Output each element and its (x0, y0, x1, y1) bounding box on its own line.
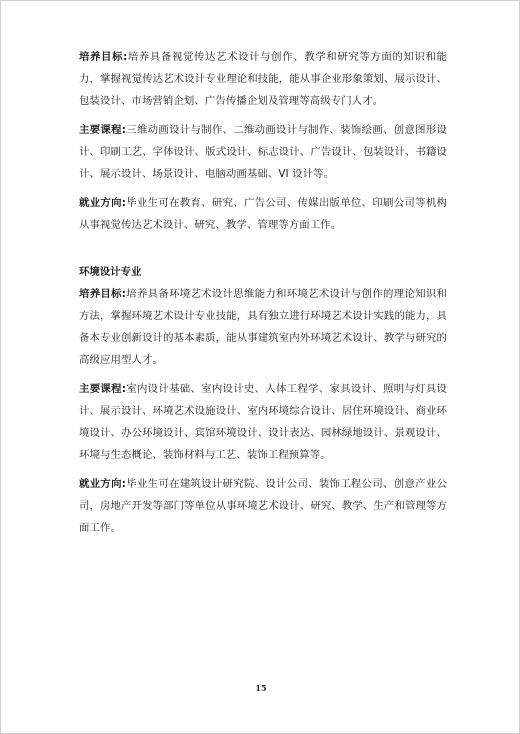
goal-label: 培养目标: (79, 288, 127, 300)
career-text: 毕业生可在教育、研究、广告公司、传媒出版单位、印刷公司等机构从事视觉传达艺术设计、研究、教学、管理等方面工作。 (79, 197, 448, 231)
courses-paragraph-visual (79, 119, 447, 185)
courses-text: 三维动画设计与制作、二维动画设计与制作、装饰绘画、创意图形设计、印刷工艺、字体设计、版式设计、标志设计、广告设计、包装设计、书籍设计、展示设计、场景设计、电脑动画基础、VI 设计等。 (79, 124, 448, 180)
goal-paragraph-visual (79, 46, 447, 112)
courses-label: 主要课程: (79, 124, 127, 136)
career-paragraph-environment (79, 473, 447, 539)
section-gap (79, 243, 447, 261)
goal-text: 培养具备环境艺术设计思维能力和环境艺术设计与创作的理论知识和方法，掌握环境艺术设计专业技能，具有独立进行环境艺术设计实践的能力，具备本专业创新设计的基本素质，能从事建筑室内外环境艺术设计、教学与研究的高级应用型人才。 (79, 288, 448, 366)
courses-label: 主要课程: (79, 383, 127, 395)
courses-text: 室内设计基础、室内设计史、人体工程学、家具设计、照明与灯具设计、展示设计、环境艺术设施设计、室内环境综合设计、居住环境设计、商业环境设计、办公环境设计、宾馆环境设计、设计表达、园林绿地设计、景观设计、环境与生态概论、装饰材料与工艺、装饰工程预算等。 (79, 383, 448, 461)
courses-paragraph-environment (79, 378, 447, 466)
career-text: 毕业生可在建筑设计研究院、设计公司、装饰工程公司、创意产业公司，房地产开发等部门等单位从事环境艺术设计、研究、教学、生产和管理等方面工作。 (79, 478, 448, 534)
goal-label: 培养目标: (79, 51, 128, 63)
career-paragraph-visual (79, 192, 447, 236)
section-title: 环境设计专业 (79, 266, 142, 278)
page-content (79, 46, 447, 546)
page-number: 15 (255, 683, 267, 693)
goal-paragraph-environment (79, 283, 447, 371)
career-label: 就业方向: (79, 197, 127, 209)
career-label: 就业方向: (79, 478, 127, 490)
goal-text: 培养具备视觉传达艺术设计与创作、教学和研究等方面的知识和能力，掌握视觉传达艺术设计专业理论和技能，能从事企业形象策划、展示设计、包装设计、市场营销企划、广告传播企划及管理等高级专门人才。 (79, 51, 448, 107)
